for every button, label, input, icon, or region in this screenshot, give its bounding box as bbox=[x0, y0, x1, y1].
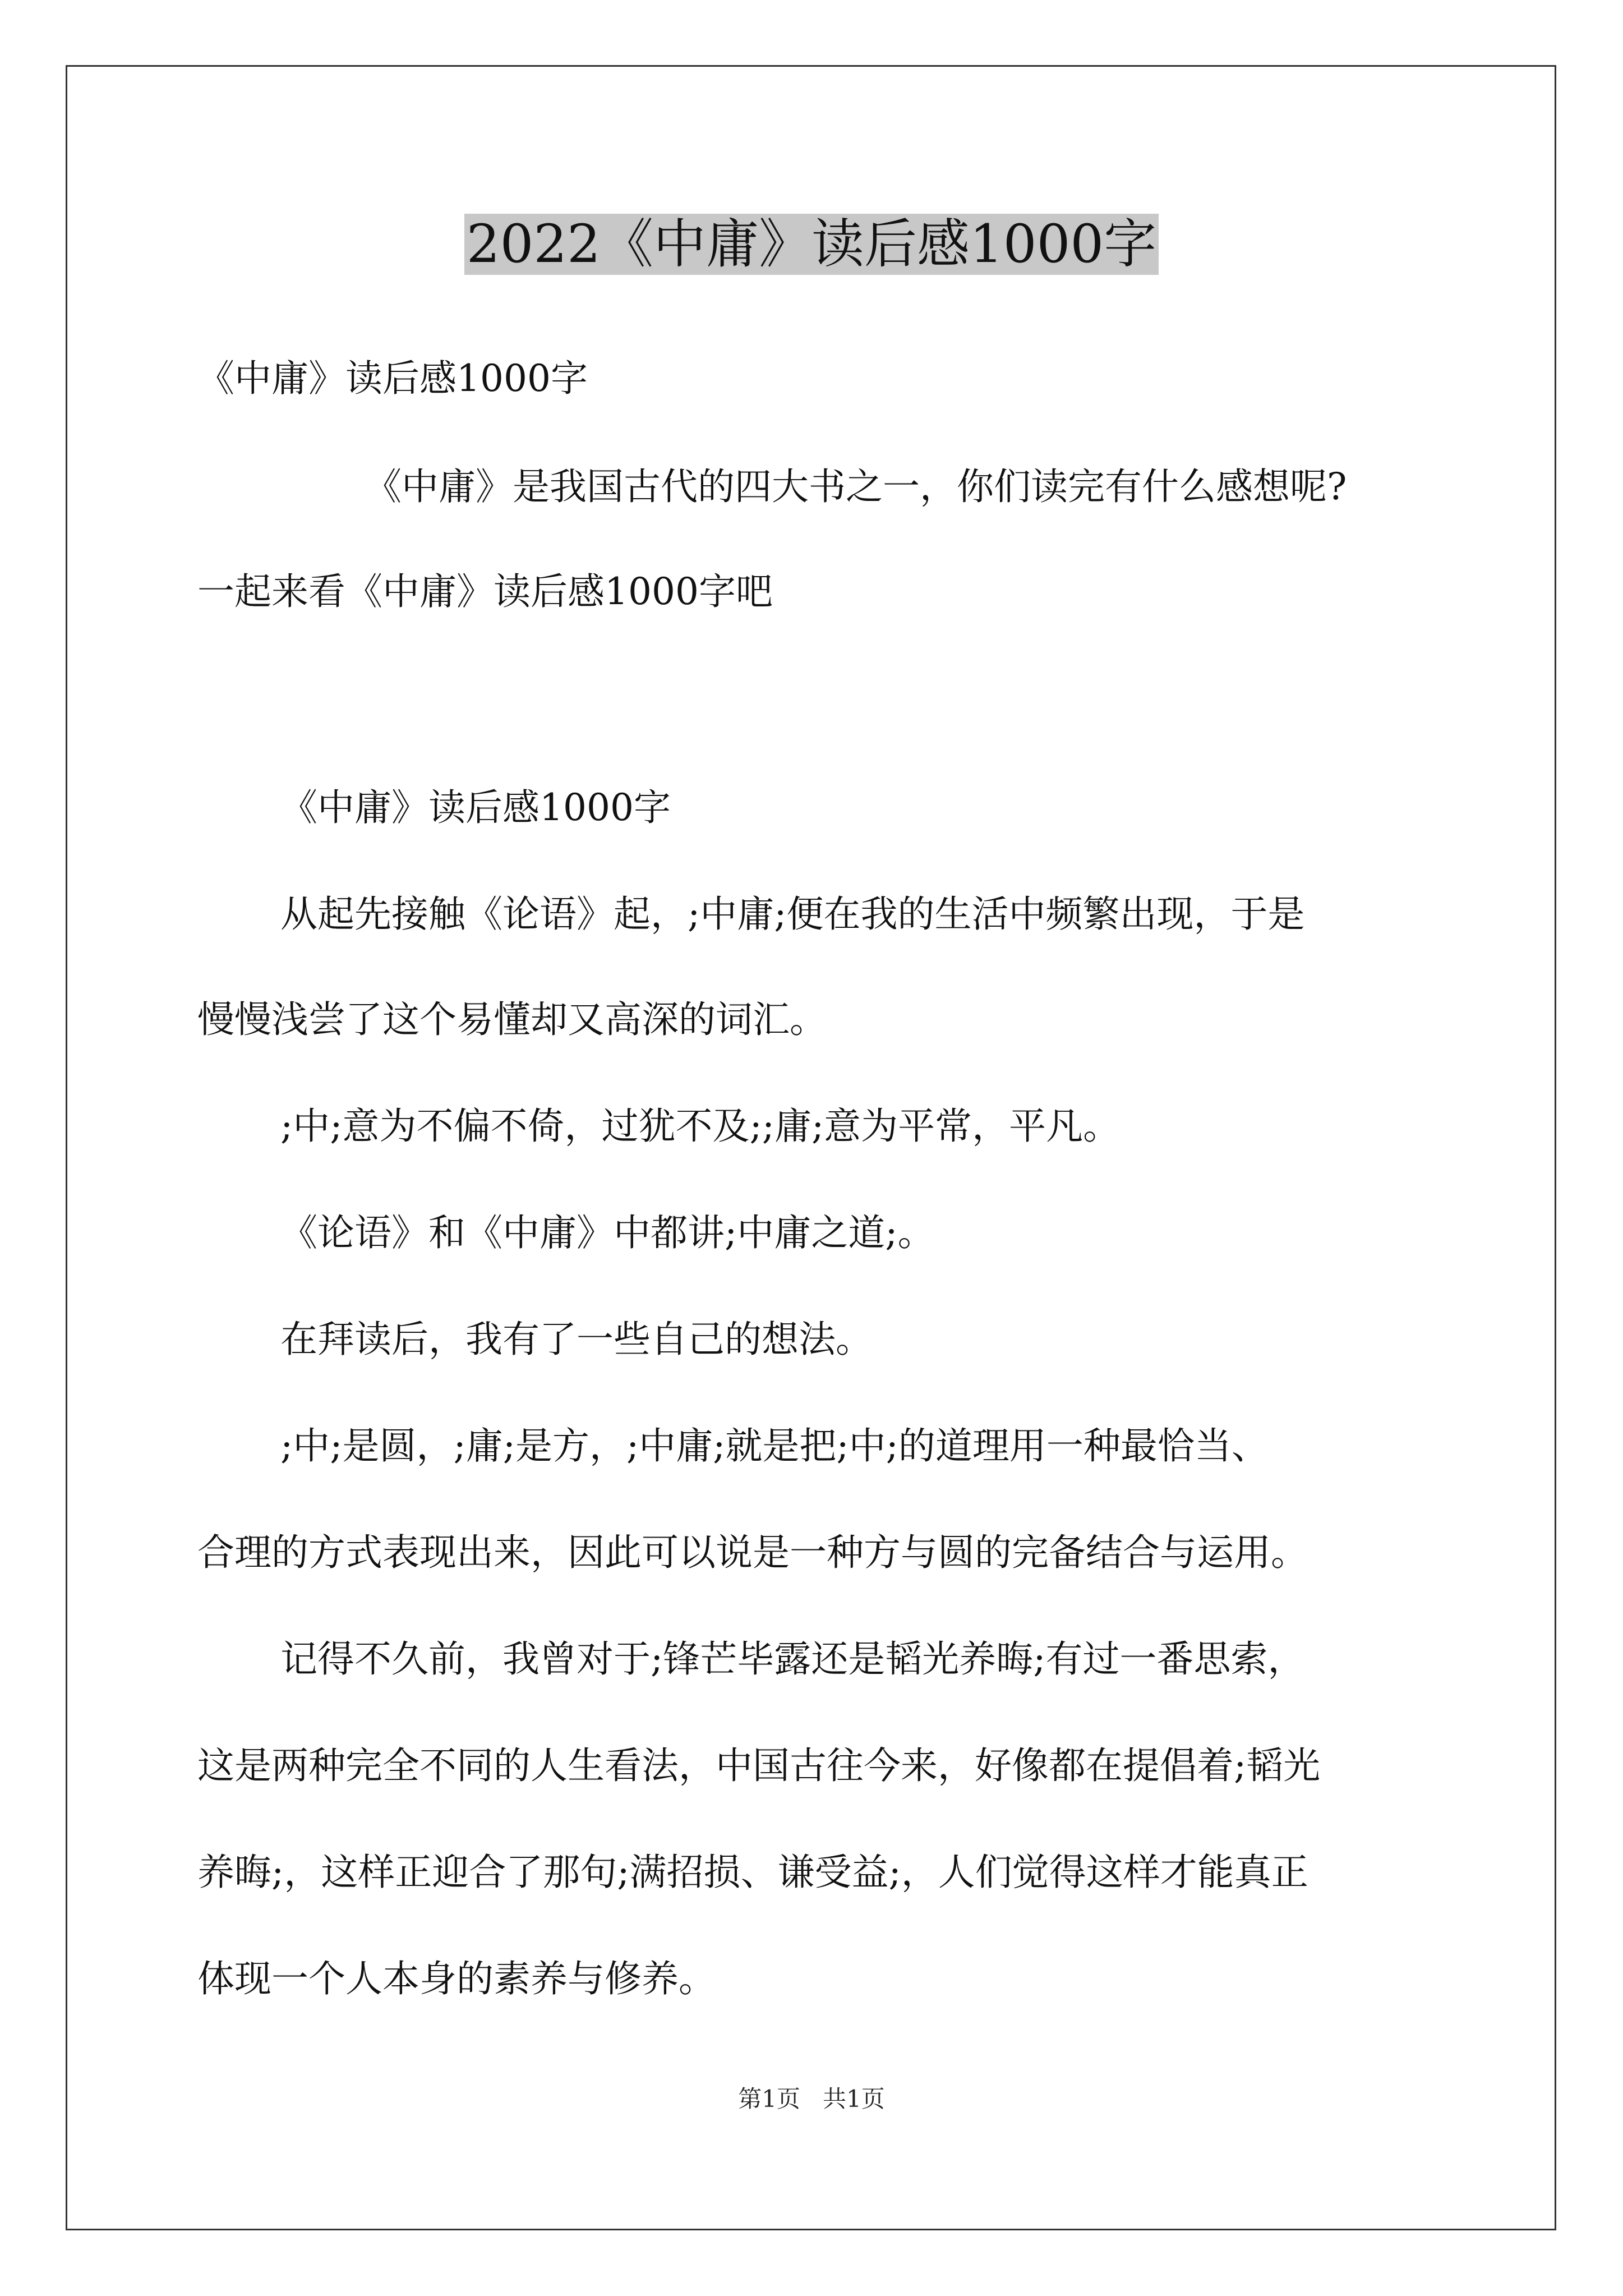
paragraph-6-line-1: 记得不久前，我曾对于;锋芒毕露还是韬光养晦;有过一番思索， bbox=[280, 1637, 1305, 1681]
paragraph-2: ;中;意为不偏不倚，过犹不及;;庸;意为平常，平凡。 bbox=[280, 1105, 1121, 1148]
section-heading: 《中庸》读后感1000字 bbox=[280, 786, 671, 829]
paragraph-6-line-3: 养晦;，这样正迎合了那句;满招损、谦受益;，人们觉得这样才能真正 bbox=[197, 1851, 1308, 1894]
paragraph-4: 在拜读后，我有了一些自己的想法。 bbox=[280, 1318, 873, 1361]
paragraph-1-line-2: 慢慢浅尝了这个易懂却又高深的词汇。 bbox=[197, 998, 827, 1041]
paragraph-3: 《论语》和《中庸》中都讲;中庸之道;。 bbox=[280, 1211, 935, 1254]
subtitle-line: 《中庸》读后感1000字 bbox=[197, 357, 588, 400]
paragraph-6-line-2: 这是两种完全不同的人生看法，中国古往今来，好像都在提倡着;韬光 bbox=[197, 1744, 1321, 1787]
intro-line-2: 一起来看《中庸》读后感1000字吧 bbox=[197, 570, 773, 613]
document-title-block bbox=[0, 208, 1623, 282]
paragraph-6-line-4: 体现一个人本身的素养与修养。 bbox=[197, 1957, 716, 2000]
paragraph-5-line-1: ;中;是圆，;庸;是方，;中庸;就是把;中;的道理用一种最恰当、 bbox=[280, 1424, 1269, 1467]
paragraph-5-line-2: 合理的方式表现出来，因此可以说是一种方与圆的完备结合与运用。 bbox=[197, 1531, 1308, 1574]
page-footer: 第1页 共1页 bbox=[738, 2085, 885, 2113]
intro-line-1: 《中庸》是我国古代的四大书之一，你们读完有什么感想呢? bbox=[365, 465, 1347, 508]
paragraph-1-line-1: 从起先接触《论语》起，;中庸;便在我的生活中频繁出现，于是 bbox=[280, 892, 1305, 936]
document-title: 2022《中庸》读后感1000字 bbox=[464, 214, 1159, 275]
